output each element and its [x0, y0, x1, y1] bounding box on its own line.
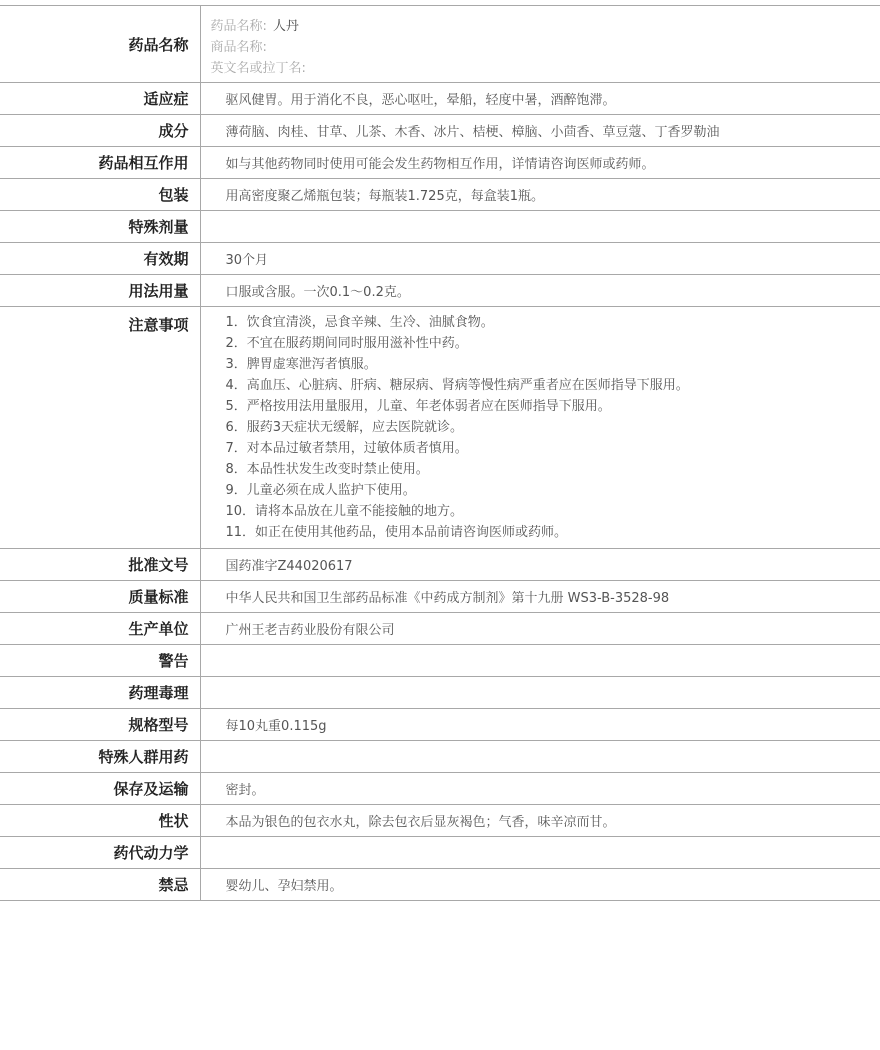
row-value	[200, 837, 880, 869]
row-value: 国药准字Z44020617	[200, 549, 880, 581]
drug-name-values	[200, 6, 880, 83]
row-label: 药品名称	[0, 6, 200, 83]
row-label: 禁忌	[0, 869, 200, 901]
row-label: 生产单位	[0, 613, 200, 645]
row-label: 质量标准	[0, 581, 200, 613]
table-row-pharmacology	[0, 677, 880, 709]
table-row-specification	[0, 709, 880, 741]
precaution-item: 2．不宜在服药期间同时服用滋补性中药。	[225, 336, 468, 351]
table-row-indications	[0, 83, 880, 115]
precaution-item: 4．高血压、心脏病、肝病、糖尿病、肾病等慢性病严重者应在医师指导下服用。	[225, 378, 689, 393]
row-value	[200, 211, 880, 243]
table-row-contraindications	[0, 869, 880, 901]
table-row-storage	[0, 773, 880, 805]
row-value: 口服或含服。一次0.1～0.2克。	[200, 275, 880, 307]
row-value: 如与其他药物同时使用可能会发生药物相互作用，详情请咨询医师或药师。	[200, 147, 880, 179]
row-label: 保存及运输	[0, 773, 200, 805]
english-name-key: 英文名或拉丁名:	[210, 61, 306, 76]
row-label: 有效期	[0, 243, 200, 275]
precaution-item: 10．请将本品放在儿童不能接触的地方。	[225, 504, 464, 519]
row-label: 药品相互作用	[0, 147, 200, 179]
trade-name-key: 商品名称:	[210, 40, 267, 55]
row-value: 薄荷脑、肉桂、甘草、儿茶、木香、冰片、桔梗、樟脑、小茴香、草豆蔻、丁香罗勒油	[200, 115, 880, 147]
table-row-packaging	[0, 179, 880, 211]
table-row-shelf-life	[0, 243, 880, 275]
row-value: 中华人民共和国卫生部药品标准《中药成方制剂》第十九册 WS3-B-3528-98	[200, 581, 880, 613]
table-row-manufacturer	[0, 613, 880, 645]
row-value: 密封。	[200, 773, 880, 805]
english-name-line	[211, 58, 880, 79]
row-value: 本品为银色的包衣水丸，除去包衣后显灰褐色；气香，味辛凉而甘。	[200, 805, 880, 837]
row-value: 用高密度聚乙烯瓶包装；每瓶装1.725克，每盒装1瓶。	[200, 179, 880, 211]
precaution-item: 3．脾胃虚寒泄泻者慎服。	[225, 357, 377, 372]
row-value: 广州王老吉药业股份有限公司	[200, 613, 880, 645]
row-label: 成分	[0, 115, 200, 147]
generic-name-line	[211, 16, 880, 37]
row-value: 30个月	[200, 243, 880, 275]
table-row-description	[0, 805, 880, 837]
precaution-item: 5．严格按用法用量服用，儿童、年老体弱者应在医师指导下服用。	[225, 399, 611, 414]
row-label: 适应症	[0, 83, 200, 115]
precaution-item: 6．服药3天症状无缓解，应去医院就诊。	[225, 420, 464, 435]
row-value: 每10丸重0.115g	[200, 709, 880, 741]
table-row-dosage	[0, 275, 880, 307]
row-value: 驱风健胃。用于消化不良，恶心呕吐，晕船，轻度中暑，酒醉饱滞。	[200, 83, 880, 115]
table-row-approval-number	[0, 549, 880, 581]
precaution-item: 9．儿童必须在成人监护下使用。	[225, 483, 416, 498]
row-value	[200, 645, 880, 677]
row-label: 批准文号	[0, 549, 200, 581]
row-label: 药理毒理	[0, 677, 200, 709]
precaution-item: 8．本品性状发生改变时禁止使用。	[225, 462, 429, 477]
table-row-special-populations	[0, 741, 880, 773]
row-label: 特殊人群用药	[0, 741, 200, 773]
generic-name-value: 人丹	[272, 19, 299, 34]
precautions-list	[200, 307, 880, 549]
table-row-quality-standard	[0, 581, 880, 613]
generic-name-key: 药品名称:	[210, 19, 267, 34]
row-label: 特殊剂量	[0, 211, 200, 243]
trade-name-line	[211, 37, 880, 58]
row-label: 规格型号	[0, 709, 200, 741]
table-row-precautions	[0, 307, 880, 549]
row-value	[200, 677, 880, 709]
precaution-item: 11．如正在使用其他药品，使用本品前请咨询医师或药师。	[225, 525, 568, 540]
table-row-special-dosage	[0, 211, 880, 243]
row-label: 包装	[0, 179, 200, 211]
row-label: 警告	[0, 645, 200, 677]
table-row-warning	[0, 645, 880, 677]
row-label: 药代动力学	[0, 837, 200, 869]
row-label: 用法用量	[0, 275, 200, 307]
table-row-interactions	[0, 147, 880, 179]
table-row-ingredients	[0, 115, 880, 147]
row-label: 注意事项	[0, 307, 200, 549]
table-row-drug-name	[0, 6, 880, 83]
drug-info-table	[0, 5, 880, 901]
precaution-item: 7．对本品过敏者禁用，过敏体质者慎用。	[225, 441, 468, 456]
row-value	[200, 741, 880, 773]
row-label: 性状	[0, 805, 200, 837]
table-row-pharmacokinetics	[0, 837, 880, 869]
precaution-item: 1．饮食宜清淡，忌食辛辣、生冷、油腻食物。	[225, 315, 494, 330]
row-value: 婴幼儿、孕妇禁用。	[200, 869, 880, 901]
